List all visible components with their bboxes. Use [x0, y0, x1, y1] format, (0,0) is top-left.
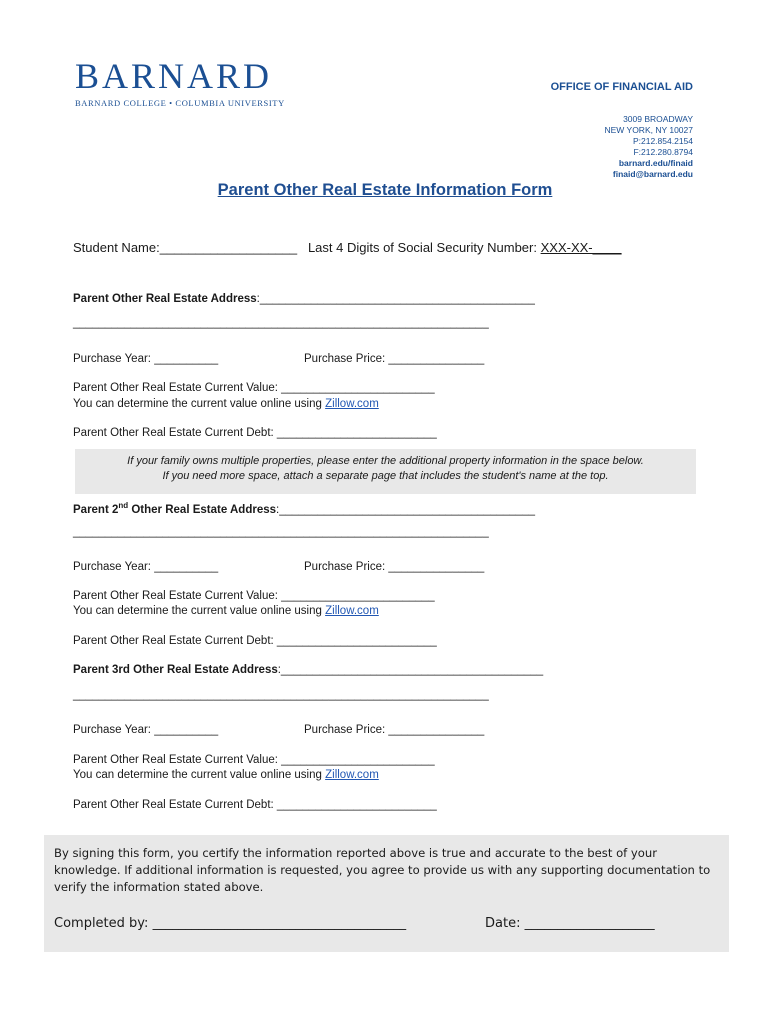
address-line: NEW YORK, NY 10027	[604, 125, 693, 135]
property1-value[interactable]: Parent Other Real Estate Current Value: ________________________	[73, 382, 435, 394]
property1-address-field[interactable]: :___________________________________________	[256, 293, 535, 305]
phone: P:212.854.2154	[632, 136, 693, 146]
property2-year[interactable]: Purchase Year: __________	[73, 561, 219, 573]
property1-price[interactable]: Purchase Price: _______________	[304, 353, 485, 365]
student-line	[73, 240, 622, 255]
property3-zillow-note	[73, 769, 379, 781]
property2-price[interactable]: Purchase Price: _______________	[304, 561, 485, 573]
property2-label-sup: nd	[118, 501, 129, 510]
zillow-link[interactable]: Zillow.com	[325, 398, 379, 410]
zillow-text: You can determine the current value online using	[73, 769, 326, 781]
zillow-text: You can determine the current value online using	[73, 605, 326, 617]
property1-year[interactable]: Purchase Year: __________	[73, 353, 219, 365]
fax: F:212.280.8794	[633, 147, 693, 157]
logo-subtitle: BARNARD COLLEGE • COLUMBIA UNIVERSITY	[75, 98, 285, 108]
ssn-label: Last 4 Digits of Social Security Number:	[307, 240, 537, 255]
completed-by-row	[54, 916, 406, 931]
completed-by-label: Completed by:	[54, 916, 153, 931]
property1-zillow-note	[73, 398, 379, 410]
certification-box	[44, 835, 729, 952]
office-name: OFFICE OF FINANCIAL AID	[550, 81, 693, 93]
office-address	[604, 114, 693, 180]
date-field[interactable]: ____________________	[524, 916, 655, 931]
form-title-text: Parent Other Real Estate Information Form	[217, 181, 553, 199]
note-line-1: If your family owns multiple properties, please enter the additional property information in the space below.	[127, 455, 644, 467]
student-name-label: Student Name:	[73, 240, 160, 255]
property3-address-label: Parent 3rd Other Real Estate Address	[73, 664, 278, 676]
student-name-field[interactable]: ___________________	[159, 240, 298, 255]
property2-address-field[interactable]: :________________________________________	[276, 503, 536, 516]
property3-price[interactable]: Purchase Price: _______________	[304, 724, 485, 736]
property3-value[interactable]: Parent Other Real Estate Current Value: ________________________	[73, 754, 435, 766]
property3-address-line2[interactable]: _________________________________________________________________	[73, 689, 489, 701]
address-line: 3009 BROADWAY	[623, 114, 693, 124]
property1-address-row	[73, 293, 535, 305]
property2-value[interactable]: Parent Other Real Estate Current Value: ________________________	[73, 590, 435, 602]
website-link[interactable]: barnard.edu/finaid	[618, 158, 693, 168]
property3-year[interactable]: Purchase Year: __________	[73, 724, 219, 736]
property1-address-label: Parent Other Real Estate Address	[73, 293, 257, 305]
note-line-2: If you need more space, attach a separate page that includes the student's name at the top.	[162, 470, 609, 482]
zillow-text: You can determine the current value online using	[73, 398, 326, 410]
ssn-field[interactable]: XXX-XX-____	[540, 240, 622, 255]
zillow-link[interactable]: Zillow.com	[325, 769, 379, 781]
property3-address-field[interactable]: :_________________________________________	[277, 664, 544, 676]
property2-address-line2[interactable]: _________________________________________________________________	[73, 526, 489, 538]
zillow-link[interactable]: Zillow.com	[325, 605, 379, 617]
certification-text: By signing this form, you certify the information reported above is true and accurate to the best of your knowledge. If additional information is requested, you agree to provide us with any supporting documentation to verify the information stated above.	[54, 846, 711, 894]
multiple-properties-note	[75, 449, 696, 494]
property2-label-post: Other Real Estate Address	[128, 503, 277, 516]
property1-address-line2[interactable]: _________________________________________________________________	[73, 317, 489, 329]
property1-debt[interactable]: Parent Other Real Estate Current Debt: _________________________	[73, 427, 437, 439]
property3-address-row	[73, 664, 543, 676]
date-row	[485, 916, 655, 931]
property2-address-row	[73, 501, 535, 516]
property2-debt[interactable]: Parent Other Real Estate Current Debt: _________________________	[73, 635, 437, 647]
date-label: Date:	[485, 916, 525, 931]
email-link[interactable]: finaid@barnard.edu	[612, 169, 693, 179]
completed-by-field[interactable]: _______________________________________	[152, 916, 407, 931]
barnard-logo: BARNARD	[75, 56, 273, 96]
property3-debt[interactable]: Parent Other Real Estate Current Debt: _________________________	[73, 799, 437, 811]
property2-label-pre: Parent 2	[73, 503, 119, 516]
property2-zillow-note	[73, 605, 379, 617]
form-title	[0, 181, 770, 200]
